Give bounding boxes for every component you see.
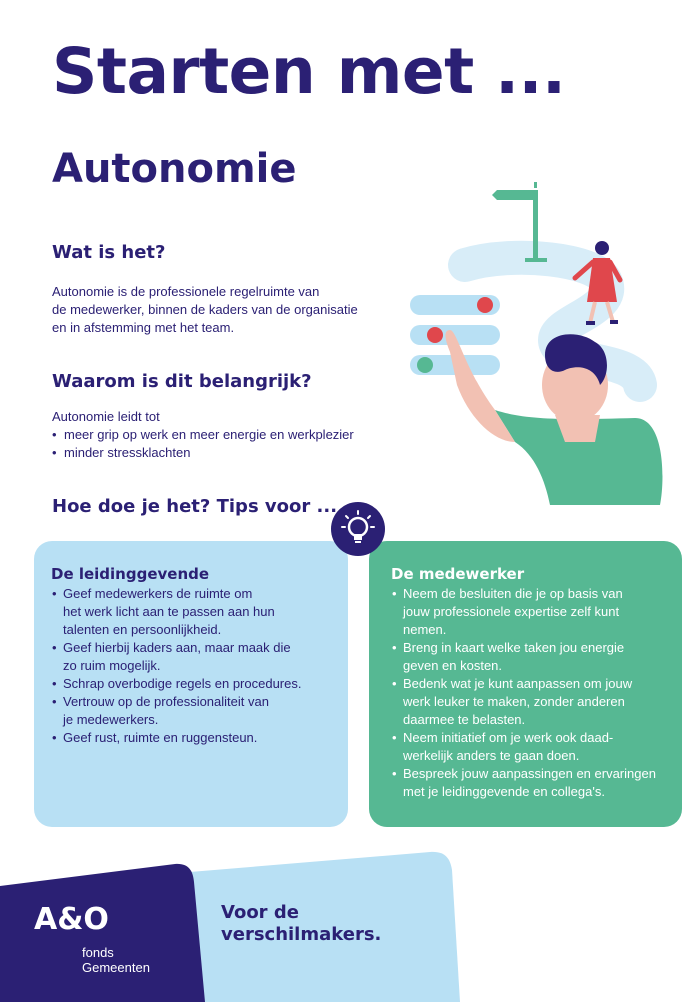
employee-card — [369, 541, 682, 827]
lightbulb-icon — [331, 502, 385, 556]
employee-tip: • Bespreek jouw aanpassingen en ervaringen met je leidinggevende en collega's. — [391, 765, 679, 801]
manager-tip: • Geef hierbij kaders aan, maar maak die zo ruim mogelijk. — [51, 639, 341, 675]
what-text — [52, 283, 358, 337]
logo-text: fonds Gemeenten — [82, 945, 150, 975]
why-intro: Autonomie leidt tot — [52, 409, 160, 424]
manager-tip: • Vertrouw op de professionaliteit van je medewerkers. — [51, 693, 341, 729]
lightbulb-badge — [331, 502, 385, 556]
why-heading: Waarom is dit belangrijk? — [52, 371, 312, 392]
what-line: Autonomie is de professionele regelruimte van — [52, 284, 320, 299]
employee-tip: • Bedenk wat je kunt aanpassen om jouw werk leuker te maken, zonder anderen daarmee te belasten. — [391, 675, 679, 729]
manager-tips-list — [51, 585, 341, 747]
manager-tip: • Geef rust, ruimte en ruggensteun. — [51, 729, 341, 747]
manager-tip: • Geef medewerkers de ruimte om het werk licht aan te passen aan hun talenten en persoonlijkheid. — [51, 585, 341, 639]
slogan: Voor de verschilmakers. — [221, 902, 382, 945]
logo-mark: A&O — [34, 902, 109, 937]
manager-card-title: De leidinggevende — [51, 565, 210, 583]
employee-tips-list — [391, 585, 679, 801]
page-subtitle: Autonomie — [52, 146, 297, 192]
what-line: de medewerker, binnen de kaders van de organisatie — [52, 302, 358, 317]
page-title: Starten met ... — [52, 35, 566, 108]
what-heading: Wat is het? — [52, 242, 166, 263]
employee-tip: • Neem initiatief om je werk ook daad- werkelijk anders te gaan doen. — [391, 729, 679, 765]
manager-tip: • Schrap overbodige regels en procedures. — [51, 675, 341, 693]
how-heading: Hoe doe je het? Tips voor ... — [52, 496, 338, 517]
employee-card-title: De medewerker — [391, 565, 525, 583]
why-bullet: • meer grip op werk en meer energie en werkplezier — [52, 426, 354, 444]
why-bullet: • minder stressklachten — [52, 444, 354, 462]
why-text — [52, 408, 354, 462]
illustration — [405, 180, 665, 510]
employee-tip: • Breng in kaart welke taken jou energie geven en kosten. — [391, 639, 679, 675]
manager-card — [34, 541, 348, 827]
employee-tip: • Neem de besluiten die je op basis van jouw professionele expertise zelf kunt nemen. — [391, 585, 679, 639]
what-line: en in afstemming met het team. — [52, 320, 235, 335]
